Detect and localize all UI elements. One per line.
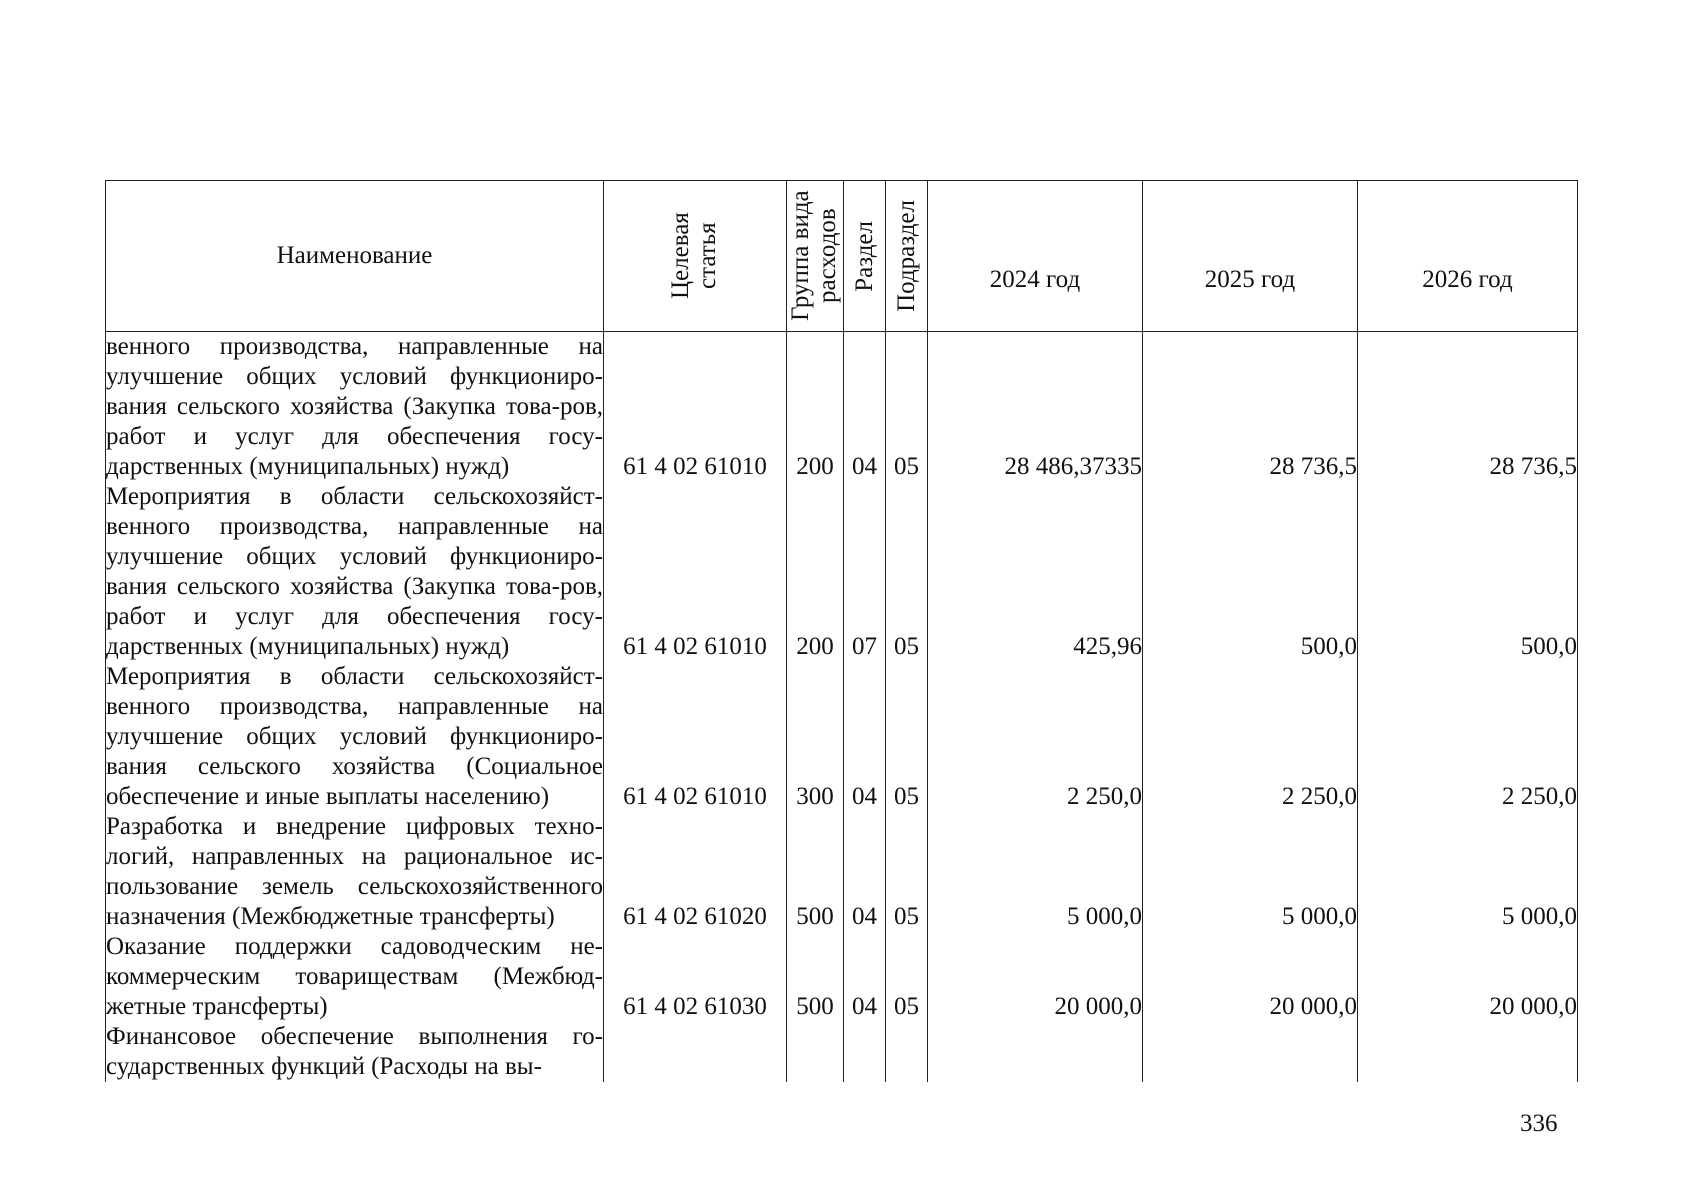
row-amount-2026: 20 000,0 xyxy=(1358,932,1578,1022)
row-name: Мероприятия в области сельскохозяйст-венного производства, направленные на улучшение общих условий функциониро-вания сельского хозяйства (Закупка това-ров, работ и услуг для обеспечения госу-дарственных (муниципальных) нужд) xyxy=(106,483,603,660)
table-row xyxy=(106,812,1578,932)
row-amount-2025: 5 000,0 xyxy=(1143,812,1358,932)
row-section xyxy=(844,1022,886,1082)
row-subsection xyxy=(886,1022,928,1082)
row-target-article: 61 4 02 61010 xyxy=(604,332,787,483)
header-subsection-label: Подраздел xyxy=(893,200,920,312)
row-expense-group: 500 xyxy=(787,812,844,932)
row-amount-2025: 2 250,0 xyxy=(1143,662,1358,812)
row-name: Мероприятия в области сельскохозяйст-венного производства, направленные на улучшение общих условий функциониро-вания сельского хозяйства (Социальное обеспечение и иные выплаты населению) xyxy=(106,663,603,810)
row-amount-2024: 425,96 xyxy=(928,482,1143,662)
row-amount-2024: 20 000,0 xyxy=(928,932,1143,1022)
row-target-article: 61 4 02 61010 xyxy=(604,662,787,812)
row-target-article: 61 4 02 61010 xyxy=(604,482,787,662)
row-amount-2025: 20 000,0 xyxy=(1143,932,1358,1022)
row-subsection: 05 xyxy=(886,662,928,812)
row-amount-2024: 28 486,37335 xyxy=(928,332,1143,483)
row-subsection: 05 xyxy=(886,332,928,483)
header-name xyxy=(106,181,604,332)
row-section: 04 xyxy=(844,812,886,932)
row-section: 07 xyxy=(844,482,886,662)
row-section: 04 xyxy=(844,932,886,1022)
budget-table-page xyxy=(105,180,1577,1086)
row-amount-2025: 28 736,5 xyxy=(1143,332,1358,483)
row-amount-2024 xyxy=(928,1022,1143,1082)
row-name: Финансовое обеспечение выполнения го-сударственных функций (Расходы на вы- xyxy=(106,1023,603,1080)
header-2024 xyxy=(928,181,1143,332)
table-row xyxy=(106,1022,1578,1082)
row-amount-2025 xyxy=(1143,1022,1358,1082)
row-amount-2026 xyxy=(1358,1022,1578,1082)
row-name: Разработка и внедрение цифровых техно-логий, направленных на рациональное ис-пользование земель сельскохозяйственного назначения (Межбюджетные трансферты) xyxy=(106,813,603,930)
table-header-row xyxy=(106,181,1578,332)
row-amount-2025: 500,0 xyxy=(1143,482,1358,662)
header-2026 xyxy=(1358,181,1578,332)
table-row xyxy=(106,332,1578,483)
row-section: 04 xyxy=(844,662,886,812)
row-target-article: 61 4 02 61030 xyxy=(604,932,787,1022)
header-target-label: Целевая статья xyxy=(667,212,721,300)
row-amount-2026: 2 250,0 xyxy=(1358,662,1578,812)
row-amount-2024: 5 000,0 xyxy=(928,812,1143,932)
row-name: Оказание поддержки садоводческим не-коммерческим товариществам (Межбюд-жетные трансферты) xyxy=(106,933,603,1020)
row-expense-group: 500 xyxy=(787,932,844,1022)
header-target-article xyxy=(604,181,787,332)
row-name: венного производства, направленные на улучшение общих условий функциониро-вания сельского хозяйства (Закупка това-ров, работ и услуг для обеспечения госу-дарственных (муниципальных) нужд) xyxy=(106,333,603,480)
budget-table xyxy=(105,180,1578,1082)
row-amount-2024: 2 250,0 xyxy=(928,662,1143,812)
row-expense-group: 200 xyxy=(787,332,844,483)
table-row xyxy=(106,662,1578,812)
header-group-label: Группа вида расходов xyxy=(787,190,841,322)
header-section-label: Раздел xyxy=(851,220,878,292)
row-expense-group: 300 xyxy=(787,662,844,812)
header-expense-group xyxy=(787,181,844,332)
row-target-article xyxy=(604,1022,787,1082)
header-section xyxy=(844,181,886,332)
row-amount-2026: 5 000,0 xyxy=(1358,812,1578,932)
header-subsection xyxy=(886,181,928,332)
table-row xyxy=(106,482,1578,662)
header-2025-label: 2025 год xyxy=(1204,266,1296,293)
header-name-label: Наименование xyxy=(276,242,433,269)
row-target-article: 61 4 02 61020 xyxy=(604,812,787,932)
header-2026-label: 2026 год xyxy=(1422,266,1513,293)
row-subsection: 05 xyxy=(886,812,928,932)
row-subsection: 05 xyxy=(886,482,928,662)
row-amount-2026: 500,0 xyxy=(1358,482,1578,662)
row-subsection: 05 xyxy=(886,932,928,1022)
page-number: 336 xyxy=(1520,1110,1558,1137)
row-section: 04 xyxy=(844,332,886,483)
header-2025 xyxy=(1143,181,1358,332)
row-amount-2026: 28 736,5 xyxy=(1358,332,1578,483)
header-2024-label: 2024 год xyxy=(989,266,1081,293)
row-expense-group xyxy=(787,1022,844,1082)
table-row xyxy=(106,932,1578,1022)
row-expense-group: 200 xyxy=(787,482,844,662)
